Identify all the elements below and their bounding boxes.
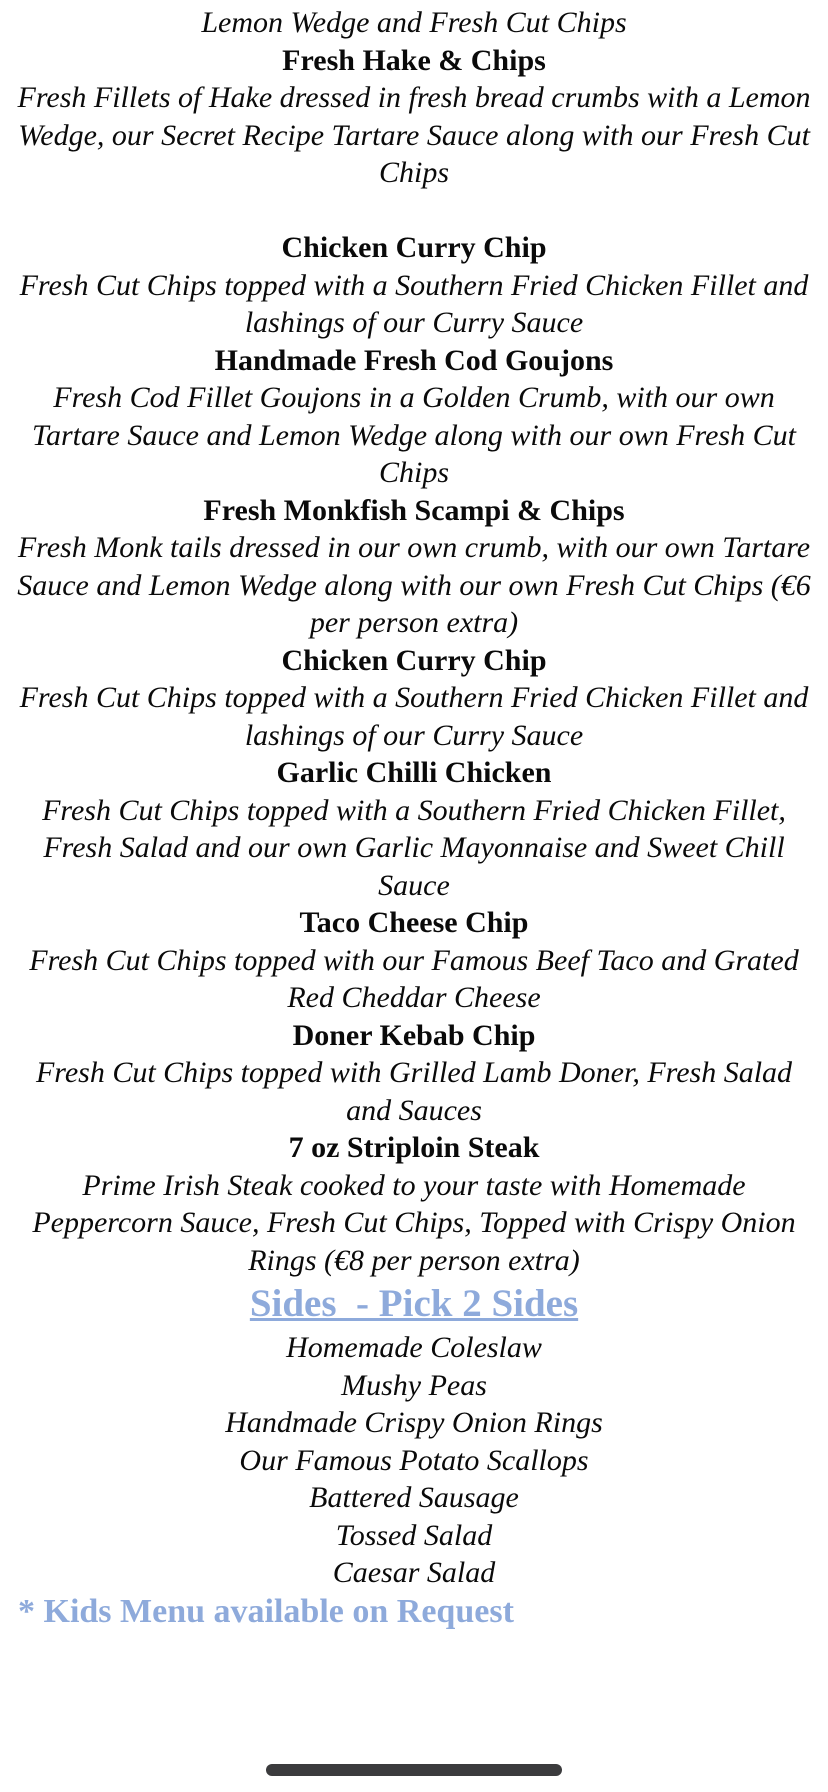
menu-item-description: Fresh Cut Chips topped with a Southern Fried Chicken Fillet, Fresh Salad and our own Garlic Mayonnaise and Sweet Chill Sauce (42, 793, 786, 902)
menu-item-description: Fresh Cut Chips topped with a Southern Fried Chicken Fillet and lashings of our Curry Sauce (19, 681, 809, 752)
menu-item-description: Fresh Cut Chips topped with a Southern Fried Chicken Fillet and lashings of our Curry Sauce (19, 268, 809, 339)
menu-item-description: Fresh Cod Fillet Goujons in a Golden Crumb, with our own Tartare Sauce and Lemon Wedge along with our own Fresh Cut Chips (32, 381, 796, 489)
side-item: Homemade Coleslaw (286, 1331, 542, 1364)
menu-item-description: Fresh Fillets of Hake dressed in fresh bread crumbs with a Lemon Wedge, our Secret Recipe Tartare Sauce along with our Fresh Cut Chips (17, 81, 811, 189)
menu-item-name: Handmade Fresh Cod Goujons (214, 343, 614, 377)
menu-item-name: Garlic Chilli Chicken (276, 756, 552, 789)
home-indicator-bar[interactable] (266, 1764, 562, 1776)
kids-menu-footnote: * Kids Menu available on Request (18, 1592, 514, 1630)
menu-item-name: Chicken Curry Chip (281, 643, 547, 677)
side-item: Caesar Salad (332, 1556, 496, 1589)
paragraph-gap (14, 192, 814, 230)
menu-item-name: Taco Cheese Chip (299, 906, 529, 939)
side-item: Mushy Peas (341, 1368, 487, 1402)
side-item: Battered Sausage (309, 1481, 519, 1514)
menu-item-name: 7 oz Striploin Steak (288, 1131, 540, 1164)
menu-item-name: Doner Kebab Chip (292, 1018, 536, 1052)
side-item: Our Famous Potato Scallops (239, 1443, 589, 1477)
side-item: Handmade Crispy Onion Rings (225, 1406, 603, 1439)
menu-item-name: Chicken Curry Chip (281, 231, 547, 264)
menu-item-description-continued: Lemon Wedge and Fresh Cut Chips (201, 6, 627, 39)
menu-item-name: Fresh Hake & Chips (282, 43, 546, 77)
sides-section-heading: Sides - Pick 2 Sides (249, 1282, 579, 1325)
menu-item-description: Prime Irish Steak cooked to your taste with Homemade Peppercorn Sauce, Fresh Cut Chips, Topped with Crispy Onion Rings (€8 per person extra) (32, 1168, 796, 1277)
menu-item-description: Fresh Monk tails dressed in our own crumb, with our own Tartare Sauce and Lemon Wedge along with our own Fresh Cut Chips (€6 per person extra) (17, 531, 811, 639)
menu-item-name: Fresh Monkfish Scampi & Chips (203, 493, 625, 527)
menu-item-description: Fresh Cut Chips topped with Grilled Lamb Doner, Fresh Salad and Sauces (35, 1056, 793, 1127)
side-item: Tossed Salad (335, 1518, 493, 1552)
menu-item-description: Fresh Cut Chips topped with our Famous Beef Taco and Grated Red Cheddar Cheese (29, 943, 799, 1014)
